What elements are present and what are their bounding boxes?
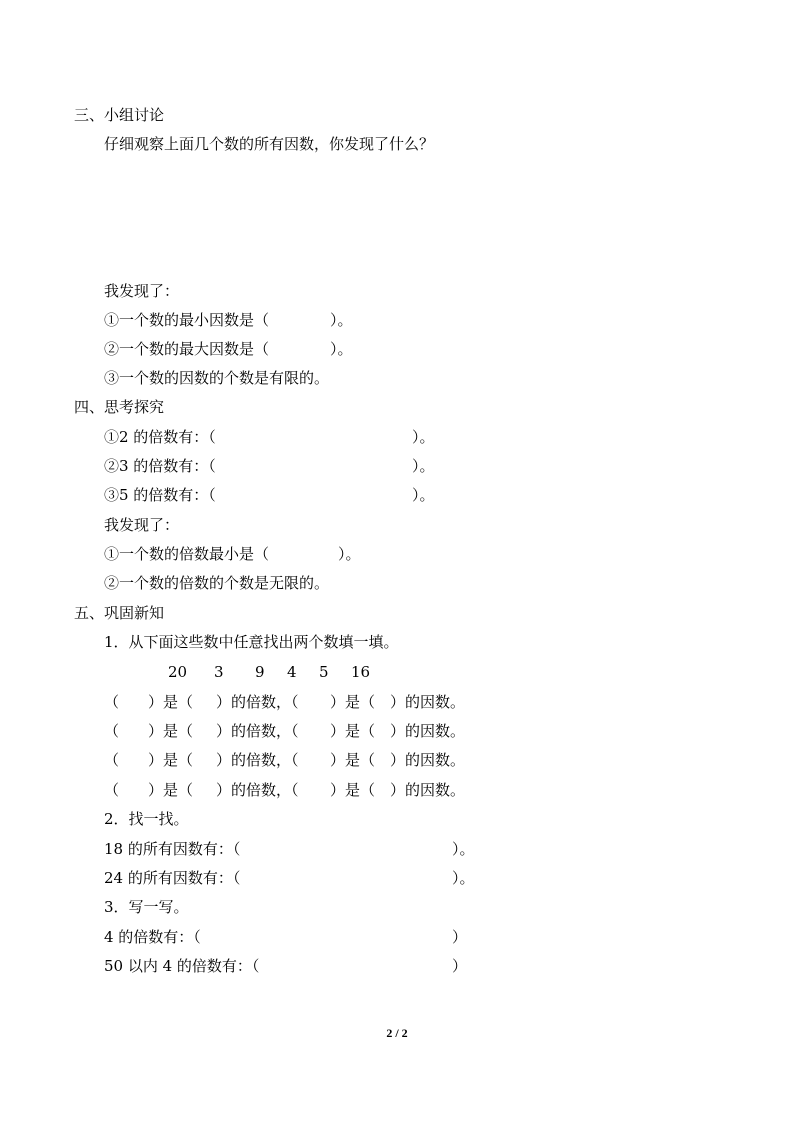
section-4-finding-1: ①一个数的倍数最小是（ ）。 [104,545,361,563]
section-4-finding-2: ②一个数的倍数的个数是无限的。 [104,574,330,592]
question-1: 1．从下面这些数中任意找出两个数填一填。 [104,633,399,651]
number-item: 5 [319,663,329,681]
section-4-heading: 四、思考探究 [74,398,165,416]
multiples-of-3: ②3 的倍数有：（ ）。 [104,457,435,475]
section-5-heading: 五、巩固新知 [74,604,165,622]
section-3-question: 仔细观察上面几个数的所有因数，你发现了什么？ [104,135,435,153]
multiples-of-4: 4 的倍数有：（ ） [104,928,468,946]
section-4-found-label: 我发现了： [104,516,180,534]
number-item: 3 [214,663,224,681]
section-3-heading: 三、小组讨论 [74,106,165,124]
section-3-found-label: 我发现了： [104,282,180,300]
number-item: 4 [287,663,297,681]
section-3-finding-1: ①一个数的最小因数是（ ）。 [104,311,353,329]
multiples-of-4-within-50: 50 以内 4 的倍数有：（ ） [104,957,468,975]
factors-of-18: 18 的所有因数有：（ ）。 [104,840,475,858]
multiples-of-5: ③5 的倍数有：（ ）。 [104,486,435,504]
number-item: 16 [351,663,371,681]
number-item: 20 [168,663,188,681]
question-3: 3．写一写。 [104,898,189,916]
fill-in-row: （ ）是（ ）的倍数，（ ）是（ ）的因数。 [104,722,466,740]
section-3-finding-3: ③一个数的因数的个数是有限的。 [104,369,330,387]
number-list [0,662,794,682]
multiples-of-2: ①2 的倍数有：（ ）。 [104,428,435,446]
number-item: 9 [255,663,265,681]
factors-of-24: 24 的所有因数有：（ ）。 [104,869,475,887]
fill-in-row: （ ）是（ ）的倍数，（ ）是（ ）的因数。 [104,781,466,799]
fill-in-row: （ ）是（ ）的倍数，（ ）是（ ）的因数。 [104,751,466,769]
section-3-finding-2: ②一个数的最大因数是（ ）。 [104,340,353,358]
page-number: 2 / 2 [386,1026,408,1040]
fill-in-row: （ ）是（ ）的倍数，（ ）是（ ）的因数。 [104,693,466,711]
question-2: 2．找一找。 [104,810,189,828]
